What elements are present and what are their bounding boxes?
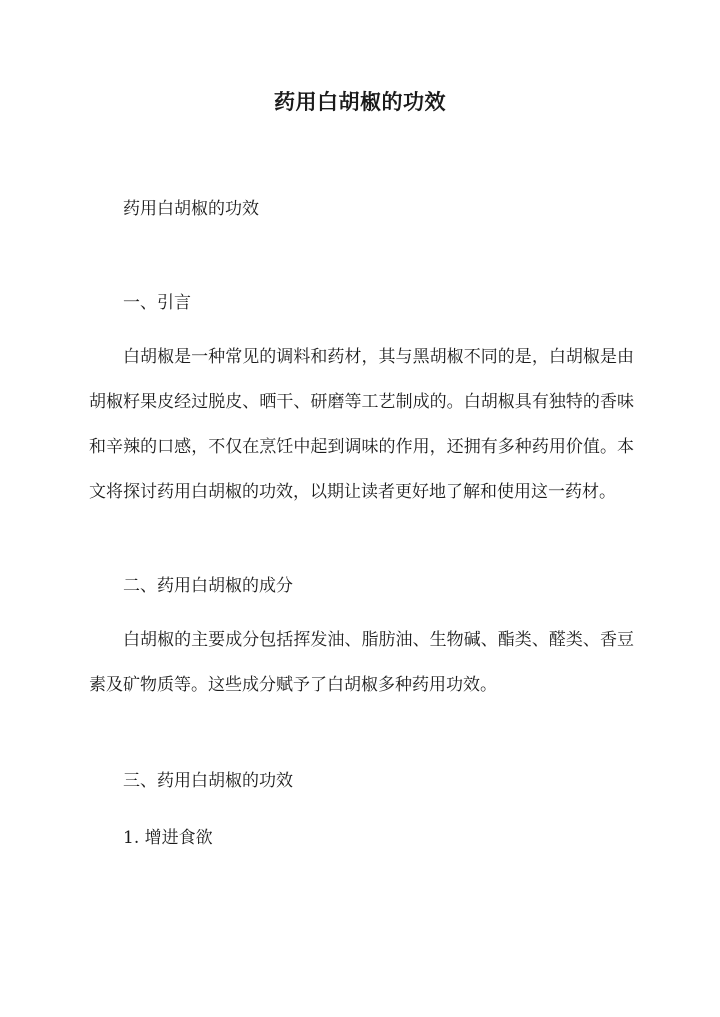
document-title: 药用白胡椒的功效 <box>274 89 446 114</box>
section-paragraph-components: 白胡椒的主要成分包括挥发油、脂肪油、生物碱、酯类、醛类、香豆素及矿物质等。这些成分赋予了白胡椒多种药用功效。 <box>89 630 634 695</box>
section-heading-intro: 一、引言 <box>123 293 191 313</box>
section-heading-components: 二、药用白胡椒的成分 <box>123 576 293 596</box>
section-subheading-appetite: 1. 增进食欲 <box>123 828 213 848</box>
document-subtitle: 药用白胡椒的功效 <box>123 199 259 219</box>
section-paragraph-intro: 白胡椒是一种常见的调料和药材，其与黑胡椒不同的是，白胡椒是由胡椒籽果皮经过脱皮、晒干、研磨等工艺制成的。白胡椒具有独特的香味和辛辣的口感，不仅在烹饪中起到调味的作用，还拥有多种药用价值。本文将探讨药用白胡椒的功效，以期让读者更好地了解和使用这一药材。 <box>89 347 634 502</box>
section-heading-effects: 三、药用白胡椒的功效 <box>123 771 293 791</box>
